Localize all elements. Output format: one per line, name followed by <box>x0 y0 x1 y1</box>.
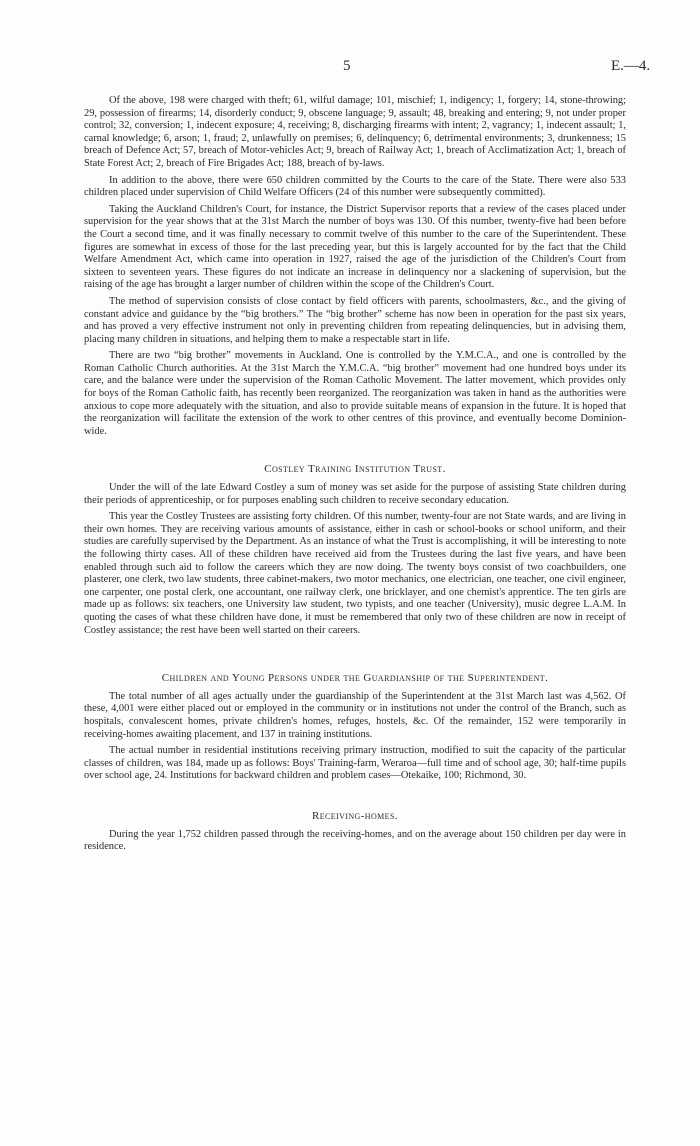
paragraph-auckland-court: Taking the Auckland Children's Court, for instance, the District Supervisor reports that a review of the cases placed under supervision for the year shows that at the 31st March the number of boys was 130. Of this number, twenty-five had been before the Court a second time, and it was finally necessary to commit twelve of this number to the care of the Superintendent. These figures are somewhat in excess of those for the last preceding year, but this is largely accounted for by the fact that the Child Welfare Amendment Act, which came into operation in 1927, raised the age of the jurisdiction of the Children's Court from sixteen to seventeen years. These figures do not indicate an increase in delinquency nor a slackening of supervision, but the raising of the age has brought a larger number of children within the scope of the Children's Court. <box>84 203 626 291</box>
paragraph-guardianship-total: The total number of all ages actually under the guardianship of the Superintendent at the 31st March last was 4,562. Of these, 4,001 were either placed out or employed in the community or in institutions not under the control of the Branch, such as hospitals, convalescent homes, private children's homes, refuges, hostels, &c. Of the remainder, 152 were temporarily in receiving-homes awaiting placement, and 137 in training institutions. <box>84 690 626 740</box>
paragraph-receiving-homes: During the year 1,752 children passed through the receiving-homes, and on the average about 150 children per day were in residence. <box>84 828 626 853</box>
page-header <box>0 60 700 80</box>
paragraph-big-brother: There are two “big brother” movements in Auckland. One is controlled by the Y.M.C.A., and one is controlled by the Roman Catholic Church authorities. At the 31st March the Y.M.C.A. “big brother” movement had one hundred boys under its care, and the balance were under the supervision of the Roman Catholic Movement. The latter movement, which provides only for boys of the Roman Catholic faith, has recently been reorganized. The reorganization was taken in hand as the authorities were anxious to cope more adequately with the situation, and also to provide suitable means of expansion in the future. It is hoped that the reorganization will facilitate the extension of the work to other centres of this province, and eventually become Dominion-wide. <box>84 350 626 437</box>
document-body <box>84 95 626 858</box>
paragraph-offences: Of the above, 198 were charged with theft; 61, wilful damage; 101, mischief; 1, indigency; 1, forgery; 14, stone-throwing; 29, possession of firearms; 14, disorderly conduct; 9, obscene language; 9, assault; 48, breaking and entering; 9, not under proper control; 32, conversion; 1, indecent exposure; 4, receiving; 8, discharging firearms with intent; 2, vagrancy; 1, indecent assault; 1, carnal knowledge; 6, arson; 1, fraud; 2, unlawfully on premises; 6, delinquency; 6, detrimental environments; 3, drunkenness; 15 breach of Defence Act; 57, breach of Motor-vehicles Act; 9, breach of Railway Act; 1, breach of Acclimatization Act; 1, breach of State Forest Act; 2, breach of Fire Brigades Act; 188, breach of by-laws. <box>84 95 626 169</box>
paragraph-supervision-method: The method of supervision consists of close contact by field officers with parents, schoolmasters, &c., and the giving of constant advice and guidance by the “big brothers.” The “big brother” scheme has now been in operation for the past six years, and has proved a very effective instrument not only in preventing children from repeating delinquencies, but in advising them, placing many children in situations, and helping them to make a respectable start in life. <box>84 295 626 345</box>
document-reference: E.—4. <box>611 58 651 74</box>
paragraph-costley-will: Under the will of the late Edward Costley a sum of money was set aside for the purpose of assisting State children during their periods of apprenticeship, or for purposes enabling such children to receive secondary education. <box>84 482 626 506</box>
paragraph-residential-institutions: The actual number in residential institutions receiving primary instruction, modified to suit the capacity of the particular classes of children, was 184, made up as follows: Boys' Training-farm, Weraroa—full time and of school age, 30; half-time pupils over school age, 24. Institutions for backward children and problem cases—Otekaike, 100; Richmond, 30. <box>84 745 626 782</box>
section-heading-costley: Costley Training Institution Trust. <box>264 463 446 476</box>
paragraph-costley-assistance: This year the Costley Trustees are assisting forty children. Of this number, twenty-four are not State wards, and are living in their own homes. They are receiving various amounts of assistance, either in cash or school-books or school uniform, and their studies are carefully supervised by the Department. As an instance of what the Trust is accomplishing, it will be interesting to note the following thirty cases. All of these children have received aid from the Trustees during the last five years, and have been enabled through such aid to follow the careers which they are now doing. The twenty boys consist of two coachbuilders, one plasterer, one clerk, two law students, three cabinet-makers, two motor mechanics, one electrician, one teacher, one civil engineer, one carpenter, one postal clerk, one accountant, one railway clerk, one bricklayer, and one chemist's apprentice. The ten girls are made up as follows: six teachers, one University law student, two typists, and one teacher (University), music degree L.A.M. In quoting the cases of what these children have done, it must be remembered that only two of these children are now in receipt of Costley assistance; the rest have been well started on their careers. <box>84 511 626 636</box>
page-number: 5 <box>343 58 351 74</box>
section-heading-receiving-homes: Receiving-homes. <box>312 809 398 822</box>
paragraph-committed: In addition to the above, there were 650 children committed by the Courts to the care of the State. There were also 533 children placed under supervision of Child Welfare Officers (24 of this number were subsequently committed). <box>84 174 626 199</box>
section-heading-guardianship: Children and Young Persons under the Guardianship of the Superintendent. <box>161 672 549 685</box>
